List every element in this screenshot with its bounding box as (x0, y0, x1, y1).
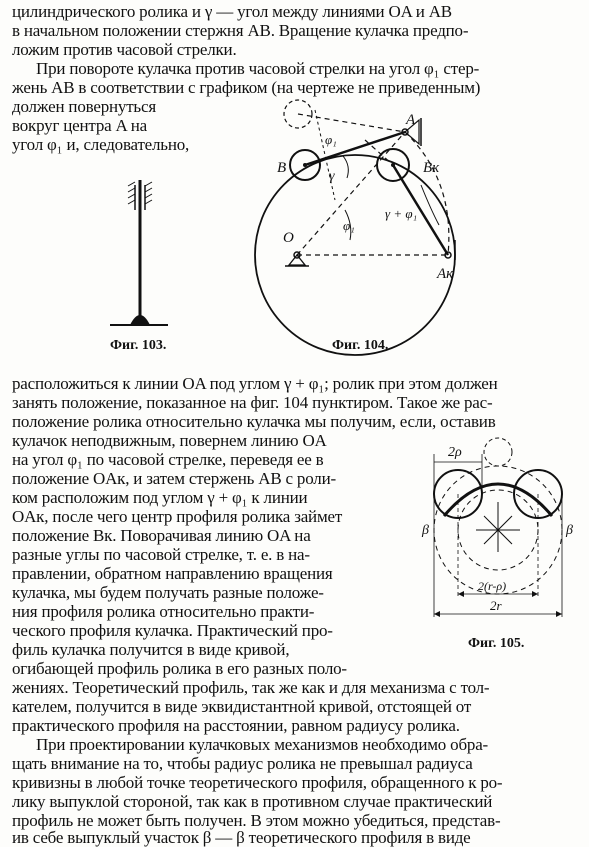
figure-103 (110, 180, 170, 330)
text-line: практического профиля на расстоянии, равном радиусу ролика. (12, 716, 460, 735)
text-line: ив себе выпуклый участок β — β теоретического профиля в виде (12, 828, 471, 847)
text-line: кулачок неподвижным, повернем линию OA (12, 431, 327, 450)
label-phi1-top: φ₁ (325, 132, 337, 147)
figure-105 (420, 432, 580, 622)
text-line: расположиться к линии OA под углом γ + φ₁; ролик при этом должен (12, 374, 498, 393)
figure-103-caption: Фиг. 103. (110, 338, 167, 353)
label-gamma-phi: γ + φ₁ (385, 206, 418, 221)
label-a: A (406, 112, 416, 128)
label-ak: Aк (437, 266, 454, 282)
text-line: филь кулачка получится в виде кривой, (12, 640, 290, 659)
label-b: B (277, 160, 287, 176)
label-beta-right: β (566, 523, 573, 538)
figure-104-caption: Фиг. 104. (332, 338, 389, 353)
label-bk: Bк (423, 160, 440, 176)
text-line: кривизны в любой точке теоретического профиля, обращенного к ро- (12, 773, 503, 792)
label-2-r-minus-rho: 2(r-ρ) (478, 579, 507, 593)
label-2r: 2r (490, 598, 502, 613)
label-2rho: 2ρ (448, 445, 462, 460)
text-line: занять положение, показанное на фиг. 104 пунктиром. Такое же рас- (12, 393, 493, 412)
text-line: положение OAк, и затем стержень AB с роли- (12, 469, 336, 488)
label-phi1-center: φ₁ (343, 218, 355, 233)
text-line: щать внимание на то, чтобы радиус ролика не превышал радиуса (12, 754, 473, 773)
text-line: положение ролика относительно кулачка мы получим, если, оставив (12, 412, 496, 431)
text-line: ком расположим под углом γ + φ₁ к линии (12, 488, 308, 507)
text-line: профиль не может быть получен. В этом можно убедиться, представ- (12, 811, 501, 830)
text-line: ческого профиля кулачка. Практический про- (12, 621, 333, 640)
text-line: OAк, после чего центр профиля ролика займет (12, 507, 343, 526)
text-line: жениях. Теоретический профиль, так же как и для механизма с тол- (12, 678, 490, 697)
label-gamma-top: γ (329, 169, 335, 184)
text-line: ложим против часовой стрелки. (12, 40, 237, 59)
label-beta-left: β (422, 523, 429, 538)
text-line: лику выпуклой стороной, так как в противном случае практический (12, 792, 493, 811)
text-line: кателем, получится в виде эквидистантной кривой, отстоящей от (12, 697, 472, 716)
text-line: огибающей профиль ролика в его разных поло- (12, 659, 347, 678)
text-line: на угол φ₁ по часовой стрелке, переведя ее в (12, 450, 324, 469)
text-line: ния профиля ролика относительно практи- (12, 602, 315, 621)
text-line: При повороте кулачка против часовой стрелки на угол φ₁ стер- (36, 59, 480, 78)
text-line: в начальном положении стержня AB. Вращение кулачка предпо- (12, 21, 469, 40)
text-line: угол φ₁ и, следовательно, (12, 135, 190, 154)
text-line: вокруг центра A на (12, 116, 147, 135)
figure-104 (225, 100, 480, 340)
text-line: кулачка, мы будем получать разные положе- (12, 583, 324, 602)
text-line: должен повернуться (12, 97, 156, 116)
text-line: жень AB в соответствии с графиком (на чертеже не приведенным) (12, 78, 481, 97)
text-line: При проектировании кулачковых механизмов необходимо обра- (36, 735, 489, 754)
text-line: разные углы по часовой стрелке, т. е. в на- (12, 545, 310, 564)
figure-105-caption: Фиг. 105. (468, 636, 525, 651)
text-line: цилиндрического ролика и γ — угол между линиями OA и AB (12, 2, 452, 21)
text-line: положение Bк. Поворачивая линию OA на (12, 526, 311, 545)
label-o: O (283, 230, 294, 246)
text-line: правлении, обратном направлению вращения (12, 564, 333, 583)
